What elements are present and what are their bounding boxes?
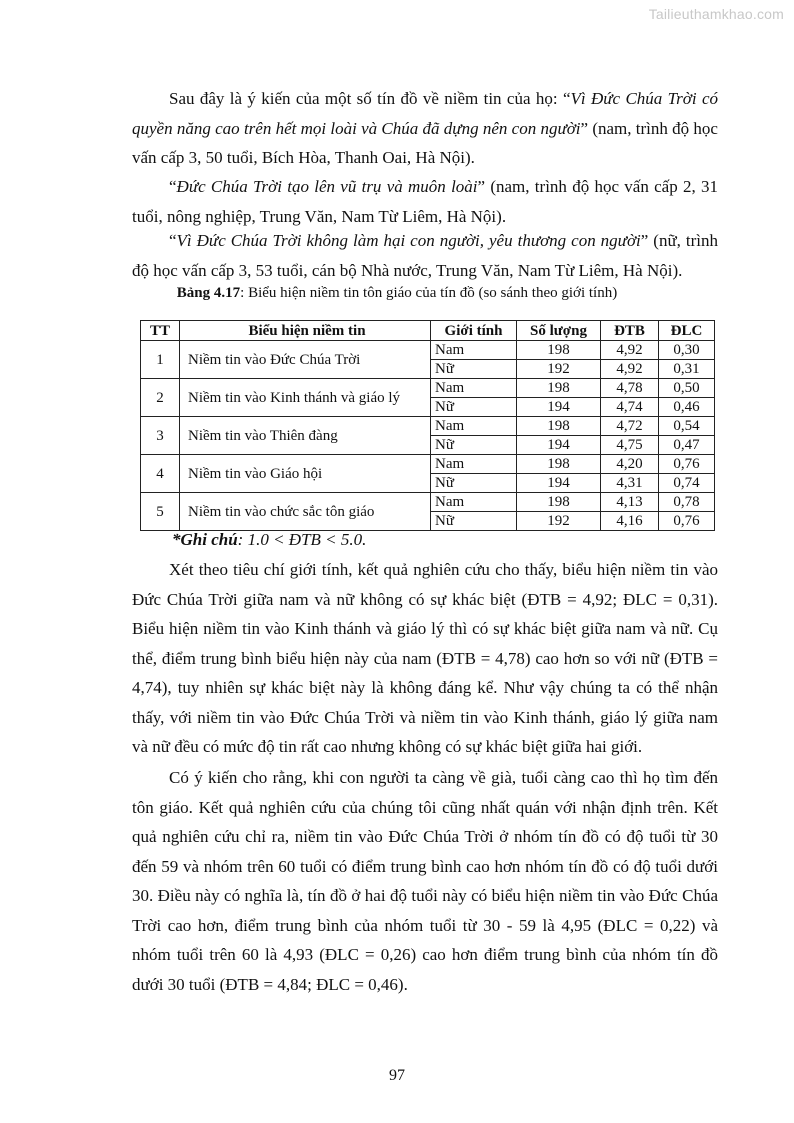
table-row: 1 Niềm tin vào Đức Chúa Trời Nam 198 4,92 0,30 (141, 341, 715, 360)
quote: Vì Đức Chúa Trời không làm hại con người, yêu thương con người (176, 231, 641, 250)
table-row: 3 Niềm tin vào Thiên đàng Nam 198 4,72 0,54 (141, 417, 715, 436)
header-gender: Giới tính (431, 321, 517, 341)
header-mean: ĐTB (601, 321, 659, 341)
table-row: 2 Niềm tin vào Kinh thánh và giáo lý Nam 198 4,78 0,50 (141, 379, 715, 398)
table-caption: Bảng 4.17: Biểu hiện niềm tin tôn giáo của tín đồ (so sánh theo giới tính) (176, 285, 618, 301)
table-row: Nữ 194 4,75 0,47 (141, 436, 715, 455)
paragraph-3: “Vì Đức Chúa Trời không làm hại con người, yêu thương con người” (nữ, trình độ học vấn cấp 3, 53 tuổi, cán bộ Nhà nước, Trung Văn, Nam Từ Liêm, Hà Nội). (132, 231, 718, 280)
table-note: *Ghi chú: 1.0 < ĐTB < 5.0. (172, 530, 367, 549)
page-number: 97 (389, 1067, 405, 1084)
table-row: 4 Niềm tin vào Giáo hội Nam 198 4,20 0,76 (141, 455, 715, 474)
table-row: Nữ 194 4,31 0,74 (141, 474, 715, 493)
header-tt: TT (141, 321, 180, 341)
header-sd: ĐLC (659, 321, 715, 341)
watermark: Tailieuthamkhao.com (648, 6, 784, 22)
header-belief: Biểu hiện niềm tin (180, 321, 431, 341)
quote: Đức Chúa Trời tạo lên vũ trụ và muôn loài (176, 177, 478, 196)
quote: Vì Đức Chúa Trời có quyền năng cao trên hết mọi loài và Chúa đã dựng nên con người (132, 89, 718, 138)
paragraph-1: Sau đây là ý kiến của một số tín đồ về niềm tin của họ: “Vì Đức Chúa Trời có quyền năng cao trên hết mọi loài và Chúa đã dựng nên con người” (nam, trình độ học vấn cấp 3, 50 tuổi, Bích Hòa, Thanh Oai, Hà Nội). (132, 89, 718, 167)
paragraph-5: Có ý kiến cho rằng, khi con người ta càng về già, tuổi càng cao thì họ tìm đến tôn giáo. Kết quả nghiên cứu của chúng tôi cũng nhất quán với nhận định trên. Kết quả nghiên cứu chỉ ra, niềm tin vào Đức Chúa Trời ở nhóm tín đồ có độ tuổi từ 30 đến 59 và nhóm trên 60 tuổi có điểm trung bình cao hơn nhóm tín đồ có độ tuổi dưới 30. Điều này có nghĩa là, tín đồ ở hai độ tuổi này có biểu hiện niềm tin vào Đức Chúa Trời cao hơn, điểm trung bình của nhóm tuổi từ 30 - 59 là 4,95 (ĐLC = 0,22) và nhóm tuổi trên 60 là 4,93 (ĐLC = 0,26) cao hơn điểm trung bình của nhóm tín đồ dưới 30 tuổi (ĐTB = 4,84; ĐLC = 0,46). (132, 768, 718, 994)
paragraph-2: “Đức Chúa Trời tạo lên vũ trụ và muôn loài” (nam, trình độ học vấn cấp 2, 31 tuổi, nông nghiệp, Trung Văn, Nam Từ Liêm, Hà Nội). (132, 177, 718, 226)
table-header-row (141, 321, 715, 341)
paragraph-4: Xét theo tiêu chí giới tính, kết quả nghiên cứu cho thấy, biểu hiện niềm tin vào Đức Chúa Trời giữa nam và nữ không có sự khác biệt (ĐTB = 4,92; ĐLC = 0,31). Biểu hiện niềm tin vào Kinh thánh và giáo lý thì có sự khác biệt giữa nam và nữ. Cụ thể, điểm trung bình biểu hiện này của nam (ĐTB = 4,78) cao hơn so với nữ (ĐTB = 4,74), tuy nhiên sự khác biệt này là không đáng kể. Như vậy chúng ta có thể nhận thấy, với niềm tin vào Đức Chúa Trời và niềm tin vào Kinh thánh, giáo lý giữa nam và nữ đều có mức độ tin rất cao nhưng không có sự khác biệt giữa hai giới. (132, 560, 718, 756)
table-row: Nữ 194 4,74 0,46 (141, 398, 715, 417)
belief-by-gender-table (140, 320, 715, 531)
table-row: 5 Niềm tin vào chức sắc tôn giáo Nam 198 4,13 0,78 (141, 493, 715, 512)
table-row: Nữ 192 4,16 0,76 (141, 512, 715, 531)
header-count: Số lượng (517, 321, 601, 341)
table-row: Nữ 192 4,92 0,31 (141, 360, 715, 379)
